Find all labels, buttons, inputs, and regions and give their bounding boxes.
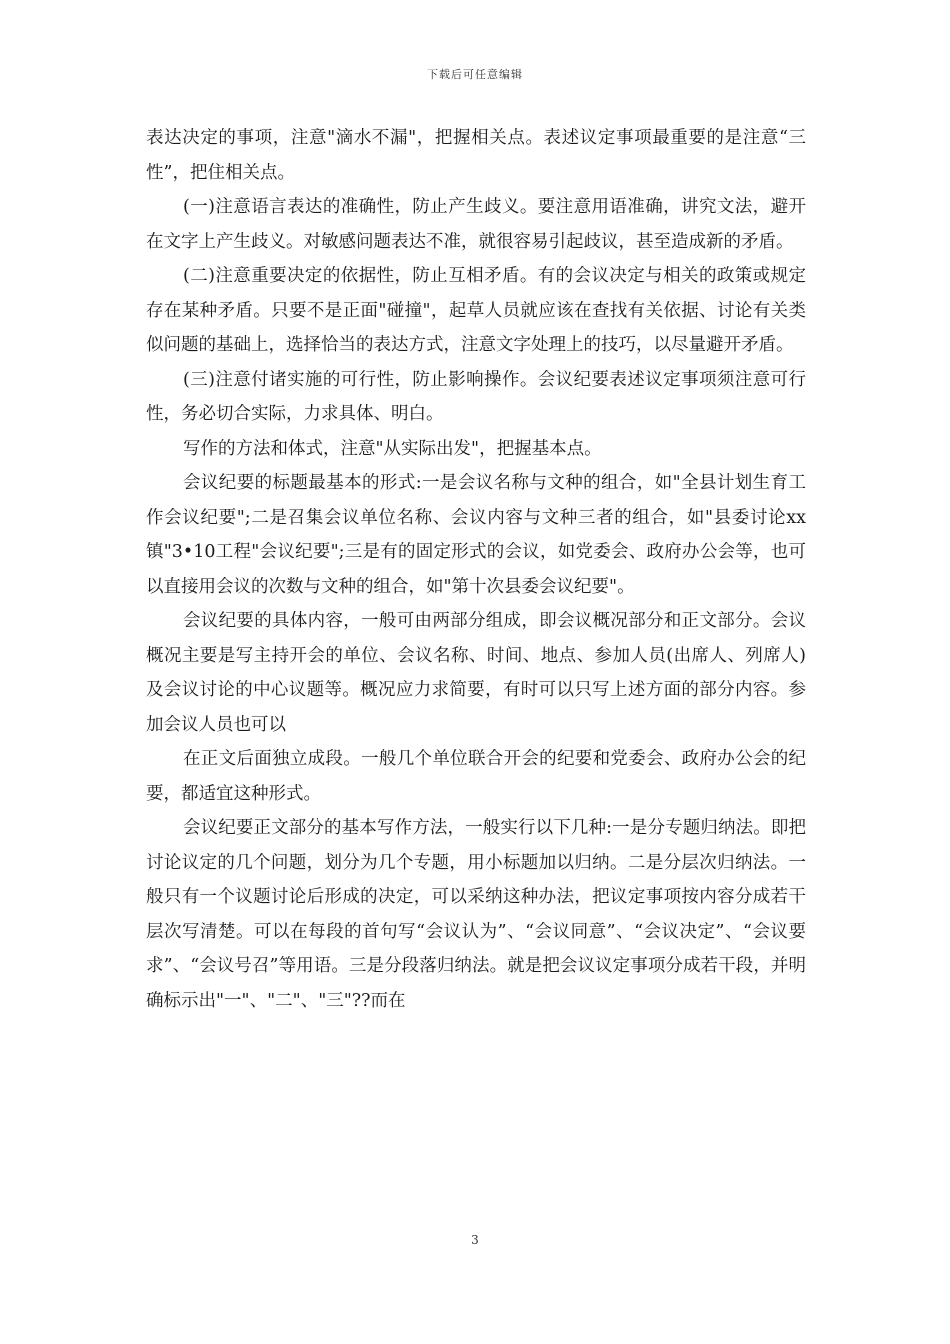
paragraph: 在正文后面独立成段。一般几个单位联合开会的纪要和党委会、政府办公会的纪要，都适宜这种形式。 [146, 749, 806, 804]
paragraph: 会议纪要的具体内容，一般可由两部分组成，即会议概况部分和正文部分。会议概况主要是写主持开会的单位、会议名称、时间、地点、参加人员(出席人、列席人)及会议讨论的中心议题等。概况应力求简要，有时可以只写上述方面的部分内容。参加会议人员也可以 [146, 611, 806, 735]
page-number: 3 [471, 1233, 479, 1247]
paragraph: (三)注意付诸实施的可行性，防止影响操作。会议纪要表述议定事项须注意可行性，务必切合实际，力求具体、明白。 [146, 369, 806, 424]
paragraph: (一)注意语言表达的准确性，防止产生歧义。要注意用语准确，讲究文法，避开在文字上产生歧义。对敏感问题表达不准，就很容易引起歧议，甚至造成新的矛盾。 [146, 197, 806, 252]
paragraph: 会议纪要的标题最基本的形式:一是会议名称与文种的组合，如"全县计划生育工作会议纪要";二是召集会议单位名称、会议内容与文种三者的组合，如"县委讨论xx镇"3•10工程"会议纪要";三是有的固定形式的会议，如党委会、政府办公会等，也可以直接用会议的次数与文种的组合，如"第十次县委会议纪要"。 [146, 473, 806, 597]
paragraph: 会议纪要正文部分的基本写作方法，一般实行以下几种:一是分专题归纳法。即把讨论议定的几个问题，划分为几个专题，用小标题加以归纳。二是分层次归纳法。一般只有一个议题讨论后形成的决定，可以采纳这种办法，把议定事项按内容分成若干层次写清楚。可以在每段的首句写“会议认为”、“会议同意”、“会议决定”、“会议要求”、“会议号召”等用语。三是分段落归纳法。就是把会议议定事项分成若干段，并明确标示出"一"、"二"、"三"??而在 [146, 818, 806, 1011]
paragraph: 表达决定的事项，注意"滴水不漏"，把握相关点。表述议定事项最重要的是注意“三性”，把住相关点。 [146, 128, 806, 183]
page-header: 下载后可任意编辑 [427, 68, 523, 81]
paragraph: 写作的方法和体式，注意"从实际出发"，把握基本点。 [183, 438, 602, 459]
paragraph: (二)注意重要决定的依据性，防止互相矛盾。有的会议决定与相关的政策或规定存在某种矛盾。只要不是正面"碰撞"，起草人员就应该在查找有关依据、讨论有关类似问题的基础上，选择恰当的表达方式，注意文字处理上的技巧，以尽量避开矛盾。 [146, 266, 806, 355]
document-body [146, 121, 806, 1018]
